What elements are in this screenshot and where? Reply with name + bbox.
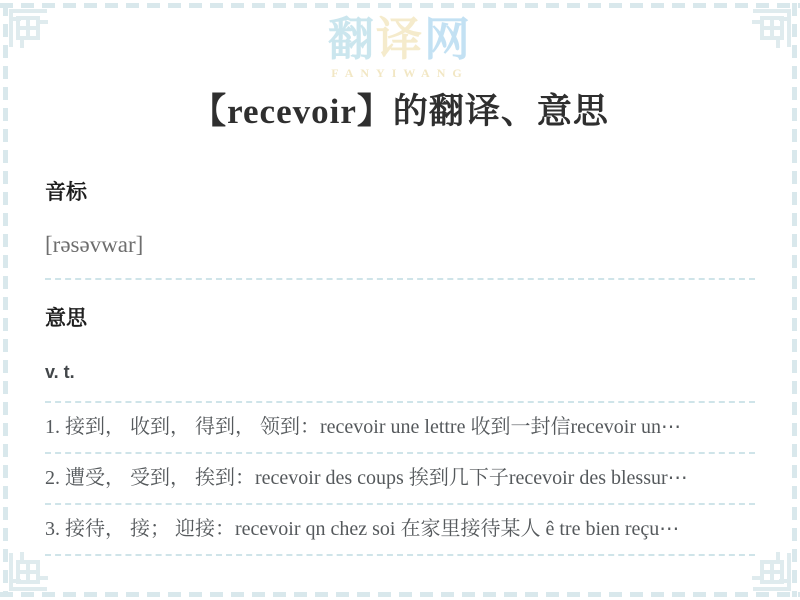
site-logo-subtitle: FANYIWANG xyxy=(331,65,469,80)
definition-row: 3. 接待， 接； 迎接：recevoir qn chez soi 在家里接待某人 ê tre bien reçu⋯ xyxy=(45,505,755,556)
page-border-left xyxy=(3,3,8,597)
logo-char-yi: 译 xyxy=(376,13,424,65)
page-title: 【recevoir】的翻译、意思 xyxy=(191,92,609,131)
definition-row: 1. 接到， 收到， 得到， 领到：recevoir une lettre 收到一封信recevoir un⋯ xyxy=(45,403,755,454)
phonetic-value: [rəsəvwar] xyxy=(45,232,755,280)
page-border-bottom xyxy=(0,592,800,597)
dictionary-entry xyxy=(45,0,755,556)
lattice-ornament-icon xyxy=(749,5,795,51)
definition-row: 2. 遭受， 受到， 挨到：recevoir des coups 挨到几下子recevoir des blessur⋯ xyxy=(45,454,755,505)
page-border-right xyxy=(792,3,797,597)
part-of-speech-label: v. t. xyxy=(45,362,755,403)
meaning-section-heading: 意思 xyxy=(45,306,87,330)
logo-char-fan: 翻 xyxy=(328,13,376,65)
logo-char-wang: 网 xyxy=(424,13,472,65)
lattice-ornament-icon xyxy=(749,549,795,595)
phonetic-section-heading: 音标 xyxy=(45,180,87,204)
